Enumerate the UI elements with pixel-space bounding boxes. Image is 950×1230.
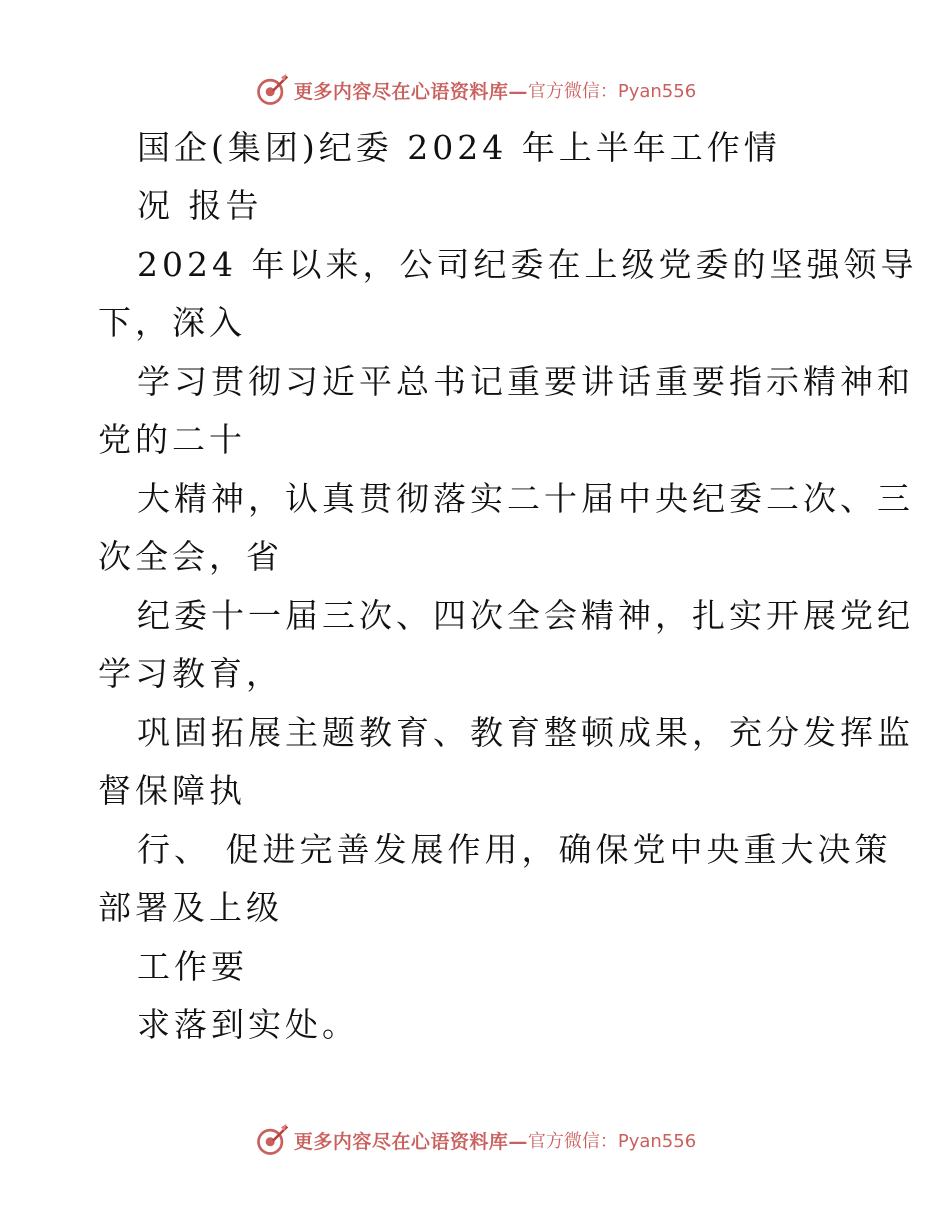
text-line: 求落到实处。 — [137, 1005, 359, 1044]
watermark-contact-text: 官方微信：Pyan556 — [527, 81, 697, 102]
text-line: 党的二十 — [98, 420, 246, 459]
text-line: 纪委十一届三次、四次全会精神，扎实开展党纪 — [137, 596, 914, 635]
quill-pen-logo-icon — [254, 72, 290, 108]
text-line: 部署及上级 — [98, 888, 283, 927]
text-line: 督保障执 — [98, 771, 246, 810]
text-line: 下，深入 — [98, 303, 246, 342]
text-line: 工作要 — [137, 947, 248, 986]
watermark-header — [0, 70, 950, 110]
text-line: 行、 促进完善发展作用，确保党中央重大决策 — [137, 830, 892, 869]
text-line: 学习贯彻习近平总书记重要讲话重要指示精神和 — [137, 362, 914, 401]
text-line: 况 报告 — [137, 186, 263, 225]
text-line: 学习教育， — [98, 654, 283, 693]
watermark-site-text: 更多内容尽在心语资料库— — [293, 1130, 528, 1153]
watermark-footer — [0, 1120, 950, 1160]
watermark-site-text: 更多内容尽在心语资料库— — [293, 80, 528, 103]
watermark-contact-text: 官方微信：Pyan556 — [527, 1131, 697, 1152]
text-line: 国企(集团)纪委 2024 年上半年工作情 — [137, 128, 781, 167]
text-line: 2024 年以来，公司纪委在上级党委的坚强领导 — [137, 245, 918, 284]
text-line: 巩固拓展主题教育、教育整顿成果，充分发挥监 — [137, 713, 914, 752]
quill-pen-logo-icon — [254, 1122, 290, 1158]
text-line: 次全会，省 — [98, 537, 283, 576]
text-line: 大精神，认真贯彻落实二十届中央纪委二次、三 — [137, 479, 914, 518]
